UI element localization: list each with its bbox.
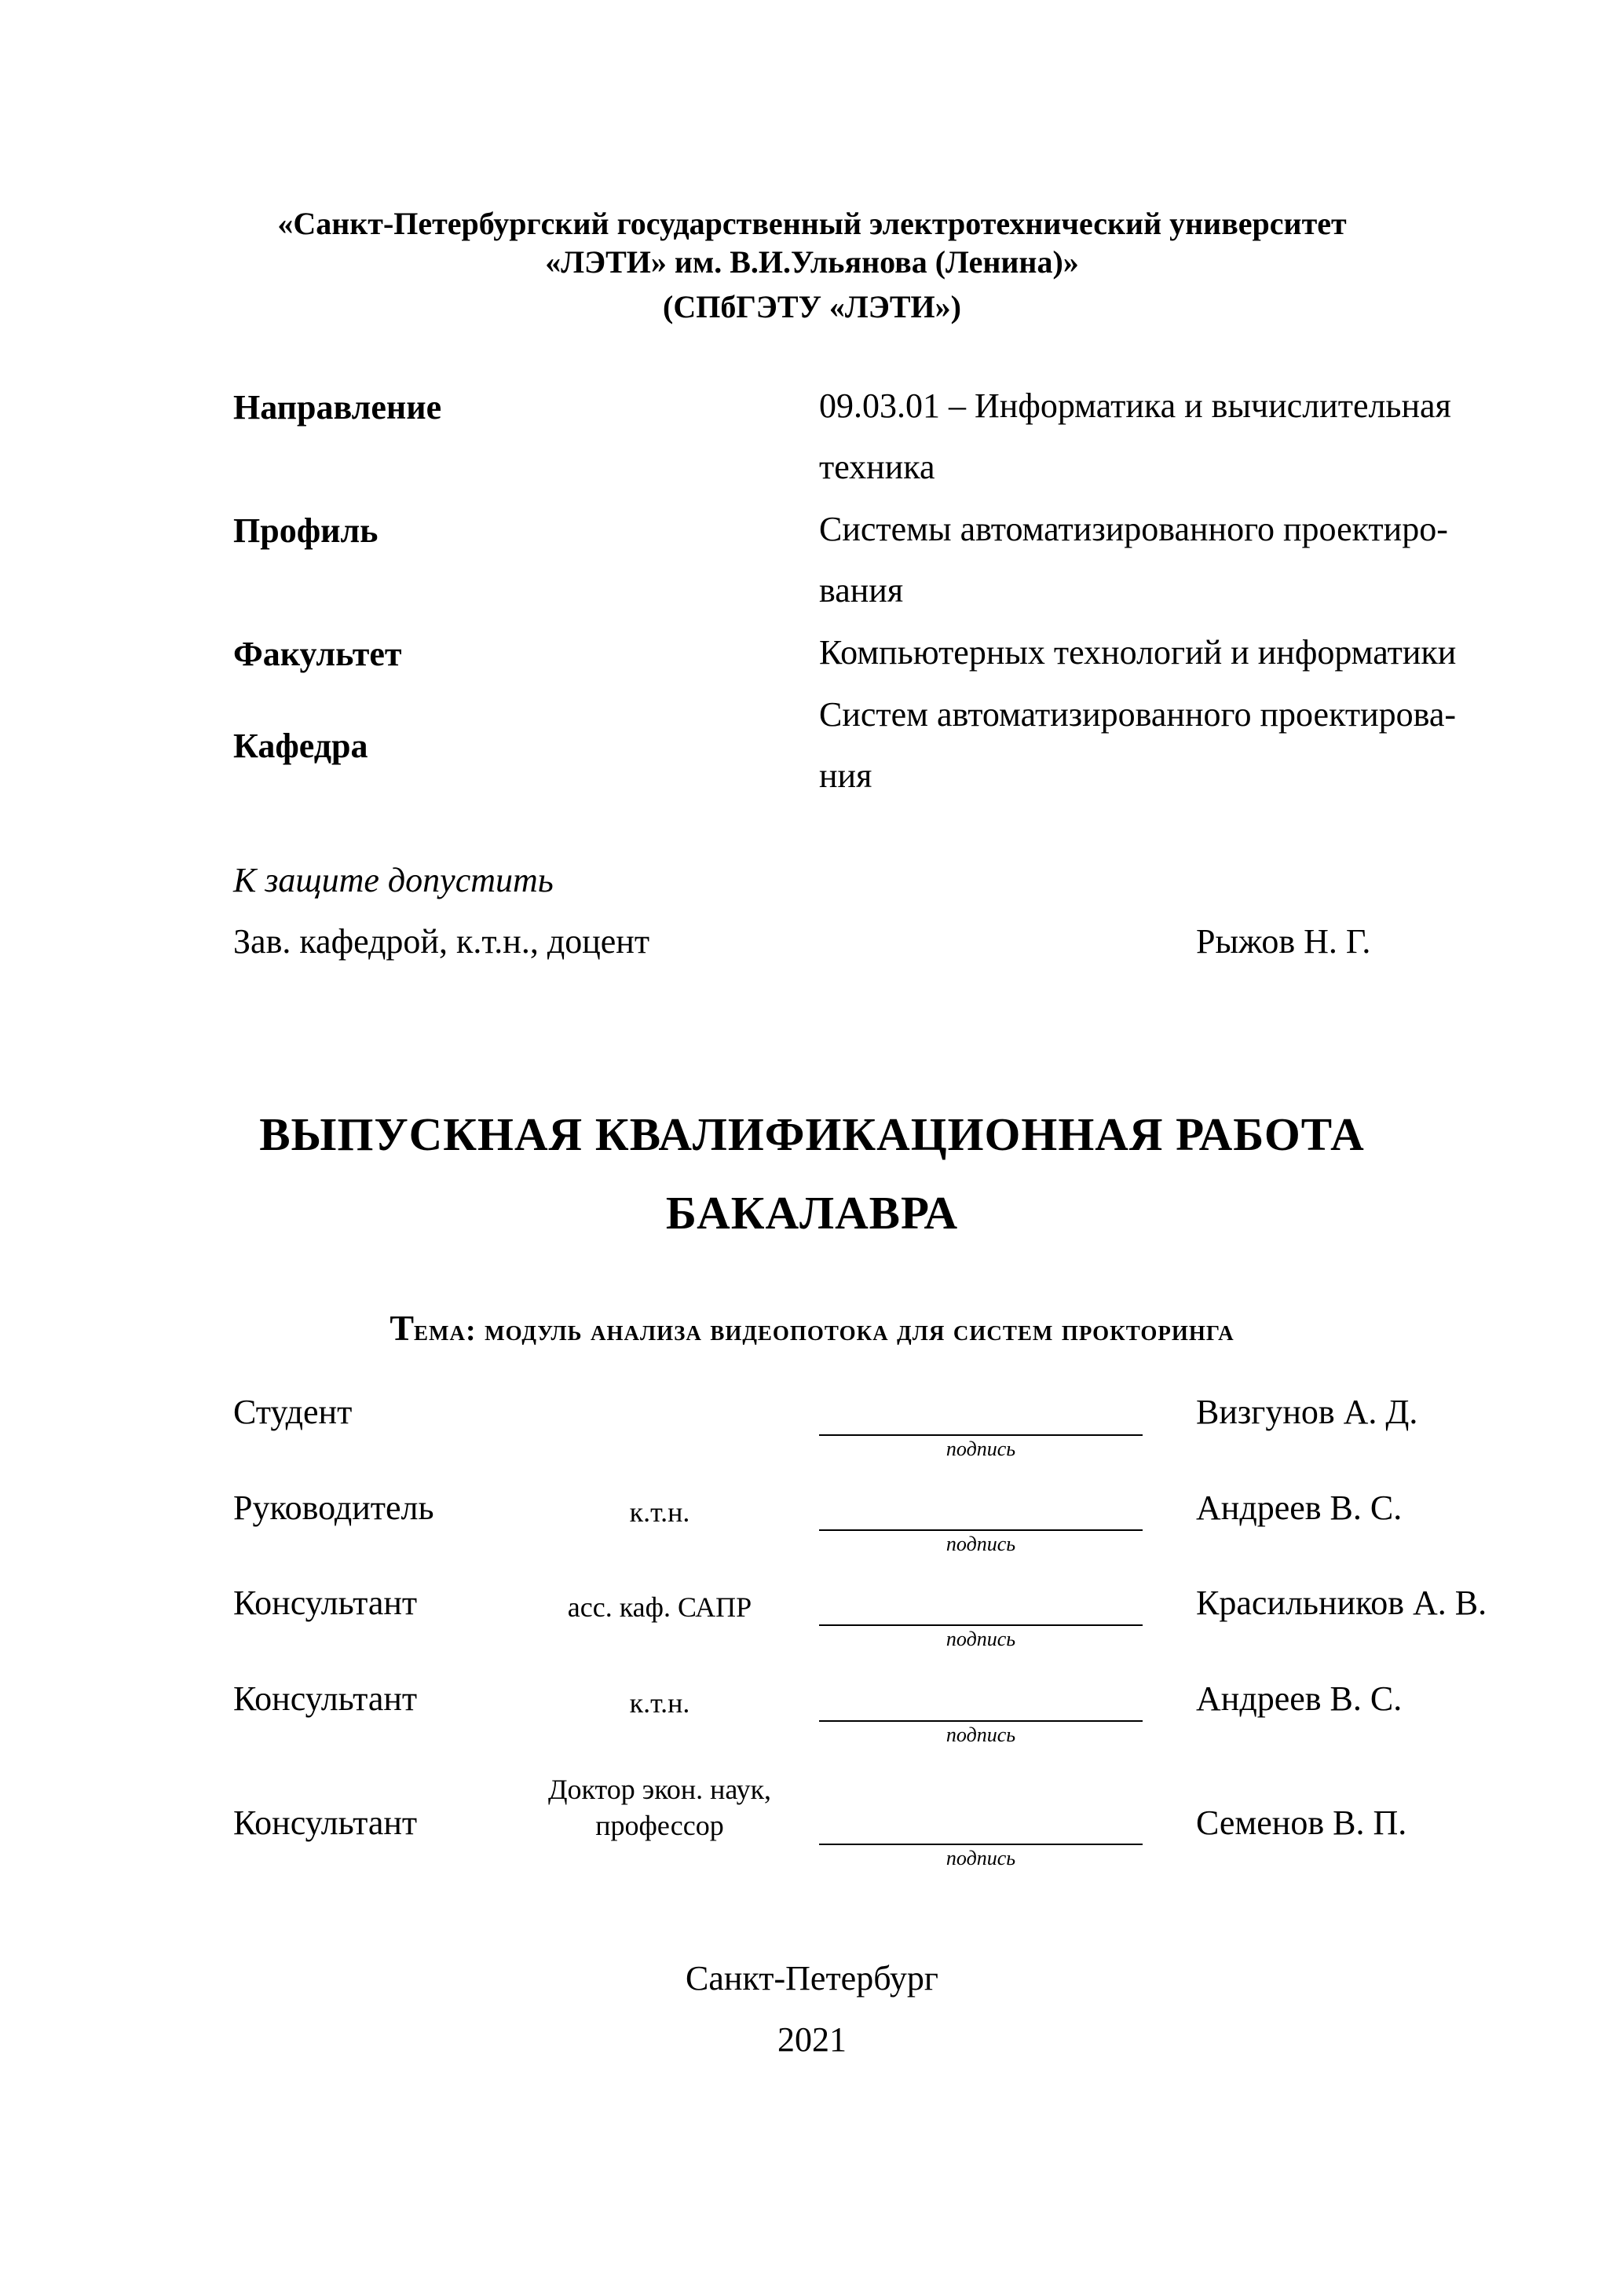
- direction-label: Направление: [233, 388, 442, 427]
- footer-city: Санкт-Петербург: [686, 1959, 938, 1998]
- department-label: Кафедра: [233, 727, 368, 765]
- signatory-role: Консультант: [233, 1584, 418, 1622]
- approval-position: Зав. кафедрой, к.т.н., доцент: [233, 922, 650, 961]
- work-topic-text: ема: модуль анализа видеопотока для систем прокторинга: [414, 1314, 1234, 1347]
- faculty-value: Компьютерных технологий и информатики: [819, 633, 1457, 672]
- signatory-role: Студент: [233, 1393, 353, 1431]
- university-abbreviation: (СПбГЭТУ «ЛЭТИ»): [663, 289, 961, 324]
- signatory-name: Визгунов А. Д.: [1196, 1393, 1418, 1431]
- profile-value-line2: вания: [819, 571, 904, 610]
- work-topic-initial: Т: [390, 1308, 415, 1348]
- direction-value: [819, 375, 1542, 498]
- signatory-title: к.т.н.: [629, 1687, 690, 1719]
- signature-line: [819, 1624, 1143, 1626]
- department-value-line2: ния: [819, 756, 872, 795]
- signatory-name: Красильников А. В.: [1196, 1584, 1487, 1622]
- work-title-line2: БАКАЛАВРА: [665, 1187, 959, 1239]
- approval-heading: К защите допустить: [233, 861, 554, 899]
- signatory-name: Андреев В. С.: [1196, 1679, 1403, 1718]
- direction-value-line2: техника: [819, 448, 935, 486]
- university-name-line1: «Санкт-Петербургский государственный электротехнический университет: [277, 206, 1347, 241]
- signatory-title: асс. каф. САПР: [567, 1591, 752, 1623]
- signature-caption: подпись: [946, 1437, 1016, 1460]
- profile-value-line1: Системы автоматизированного проектиро-: [819, 510, 1448, 548]
- signatory-name: Семенов В. П.: [1196, 1803, 1407, 1842]
- profile-label: Профиль: [233, 511, 379, 550]
- signatory-role: Руководитель: [233, 1489, 434, 1527]
- department-value: [819, 684, 1542, 807]
- university-name-line2: «ЛЭТИ» им. В.И.Ульянова (Ленина)»: [545, 244, 1079, 280]
- work-title-line1: ВЫПУСКНАЯ КВАЛИФИКАЦИОННАЯ РАБОТА: [259, 1108, 1365, 1160]
- footer-year: 2021: [777, 2020, 847, 2059]
- signatory-name: Андреев В. С.: [1196, 1489, 1403, 1527]
- faculty-label: Факультет: [233, 635, 402, 673]
- department-value-line1: Систем автоматизированного проектирова-: [819, 695, 1457, 734]
- signature-line: [819, 1720, 1143, 1722]
- signatory-title-line1: Доктор экон. наук,: [547, 1774, 772, 1805]
- signatory-role: Консультант: [233, 1679, 418, 1718]
- signature-caption: подпись: [946, 1628, 1016, 1650]
- approval-name: Рыжов Н. Г.: [1196, 922, 1371, 961]
- signatory-title-line2: профессор: [595, 1810, 724, 1841]
- signature-line: [819, 1844, 1143, 1845]
- profile-value: [819, 499, 1542, 621]
- signatory-title: [503, 1771, 817, 1844]
- direction-value-line1: 09.03.01 – Информатика и вычислительная: [819, 386, 1451, 425]
- signature-caption: подпись: [946, 1847, 1016, 1869]
- signatory-title: к.т.н.: [629, 1496, 690, 1528]
- signature-caption: подпись: [946, 1532, 1016, 1555]
- signature-caption: подпись: [946, 1723, 1016, 1746]
- signatory-role: Консультант: [233, 1803, 418, 1842]
- signature-line: [819, 1434, 1143, 1436]
- signature-line: [819, 1529, 1143, 1531]
- work-topic: [0, 1309, 1624, 1349]
